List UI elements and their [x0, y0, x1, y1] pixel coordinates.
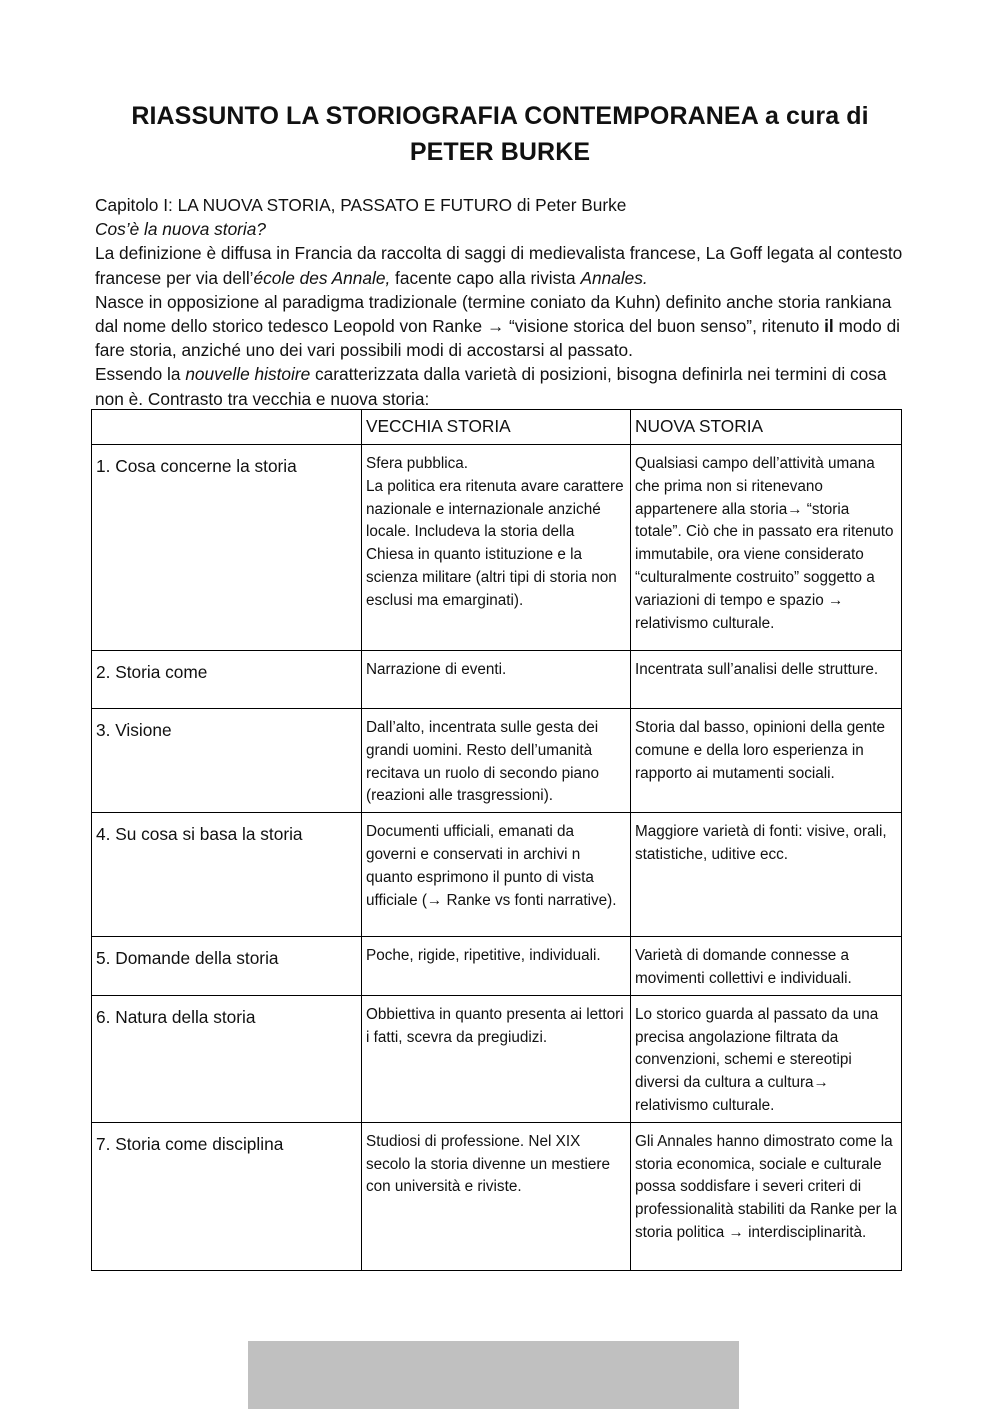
new-history-cell: Gli Annales hanno dimostrato come la storia economica, sociale e culturale possa soddisfare i severi criteri di professionalità stabiliti da Ranke per la storia politica → interdisciplinarità. — [631, 1122, 902, 1270]
table-row — [92, 813, 902, 937]
section-question: Cos’è la nuova storia? — [95, 219, 266, 240]
old-history-cell: Studiosi di professione. Nel XIX secolo la storia divenne un mestiere con università e riviste. — [362, 1122, 631, 1270]
header-cell-old-history: VECCHIA STORIA — [362, 410, 631, 445]
table-header-row — [92, 410, 902, 445]
new-history-cell: Varietà di domande connesse a movimenti collettivi e individuali. — [631, 937, 902, 996]
table-row — [92, 937, 902, 996]
intro-text — [95, 193, 907, 411]
row-label: 3. Visione — [92, 709, 362, 813]
new-history-cell: Maggiore varietà di fonti: visive, orali, statistiche, uditive ecc. — [631, 813, 902, 937]
old-history-cell: Dall’alto, incentrata sulle gesta dei grandi uomini. Resto dell’umanità recitava un ruolo di secondo piano (reazioni alle trasgressioni). — [362, 709, 631, 813]
new-history-cell: Incentrata sull’analisi delle strutture. — [631, 651, 902, 709]
title-line-2: PETER BURKE — [409, 138, 591, 166]
row-label: 7. Storia come disciplina — [92, 1122, 362, 1270]
table-row — [92, 651, 902, 709]
row-label: 1. Cosa concerne la storia — [92, 445, 362, 651]
paragraph-3: Essendo la nouvelle histoire caratterizzata dalla varietà di posizioni, bisogna definirla nei termini di cosa non è. Contrasto tra vecchia e nuova storia: — [95, 364, 887, 409]
header-cell-new-history: NUOVA STORIA — [631, 410, 902, 445]
old-history-cell: Documenti ufficiali, emanati da governi e conservati in archivi n quanto esprimono il punto di vista ufficiale (→ Ranke vs fonti narrative). — [362, 813, 631, 937]
new-history-cell: Storia dal basso, opinioni della gente comune e della loro esperienza in rapporto ai mutamenti sociali. — [631, 709, 902, 813]
old-history-cell: Sfera pubblica. La politica era ritenuta avare carattere nazionale e internazionale anziché locale. Includeva la storia della Chiesa in quanto istituzione e la scienza militare (altri tipi di storia non esclusi ma emarginati). — [362, 445, 631, 651]
row-label: 6. Natura della storia — [92, 995, 362, 1122]
table-row — [92, 445, 902, 651]
table-row — [92, 1122, 902, 1270]
old-history-cell: Obbiettiva in quanto presenta ai lettori i fatti, scevra da pregiudizi. — [362, 995, 631, 1122]
chapter-heading: Capitolo I: LA NUOVA STORIA, PASSATO E FUTURO di Peter Burke — [95, 195, 627, 215]
table-row — [92, 995, 902, 1122]
old-history-cell: Poche, rigide, ripetitive, individuali. — [362, 937, 631, 996]
header-cell-empty — [92, 410, 362, 445]
document-title — [95, 98, 905, 170]
row-label: 5. Domande della storia — [92, 937, 362, 996]
footer-gray-bar — [248, 1341, 739, 1409]
table-row — [92, 709, 902, 813]
comparison-table — [91, 409, 902, 1271]
old-history-cell: Narrazione di eventi. — [362, 651, 631, 709]
title-line-1: RIASSUNTO LA STORIOGRAFIA CONTEMPORANEA a cura di — [131, 102, 869, 130]
paragraph-2: Nasce in opposizione al paradigma tradizionale (termine coniato da Kuhn) definito anche storia rankiana dal nome dello storico tedesco Leopold von Ranke → “visione storica del buon senso”, ritenuto il modo di fare storia, anziché uno dei vari possibili modi di accostarsi al passato. — [95, 291, 901, 361]
new-history-cell: Qualsiasi campo dell’attività umana che prima non si ritenevano appartenere alla storia→ “storia totale”. Ciò che in passato era ritenuto immutabile, ora viene considerato “culturalmente costruito” soggetto a variazioni di tempo e spazio → relativismo culturale. — [631, 445, 902, 651]
new-history-cell: Lo storico guarda al passato da una precisa angolazione filtrata da convenzioni, schemi e stereotipi diversi da cultura a cultura→ relativismo culturale. — [631, 995, 902, 1122]
row-label: 2. Storia come — [92, 651, 362, 709]
row-label: 4. Su cosa si basa la storia — [92, 813, 362, 937]
paragraph-1: La definizione è diffusa in Francia da raccolta di saggi di medievalista francese, La Goff legata al contesto francese per via dell’école des Annale, facente capo alla rivista Annales. — [95, 243, 903, 288]
